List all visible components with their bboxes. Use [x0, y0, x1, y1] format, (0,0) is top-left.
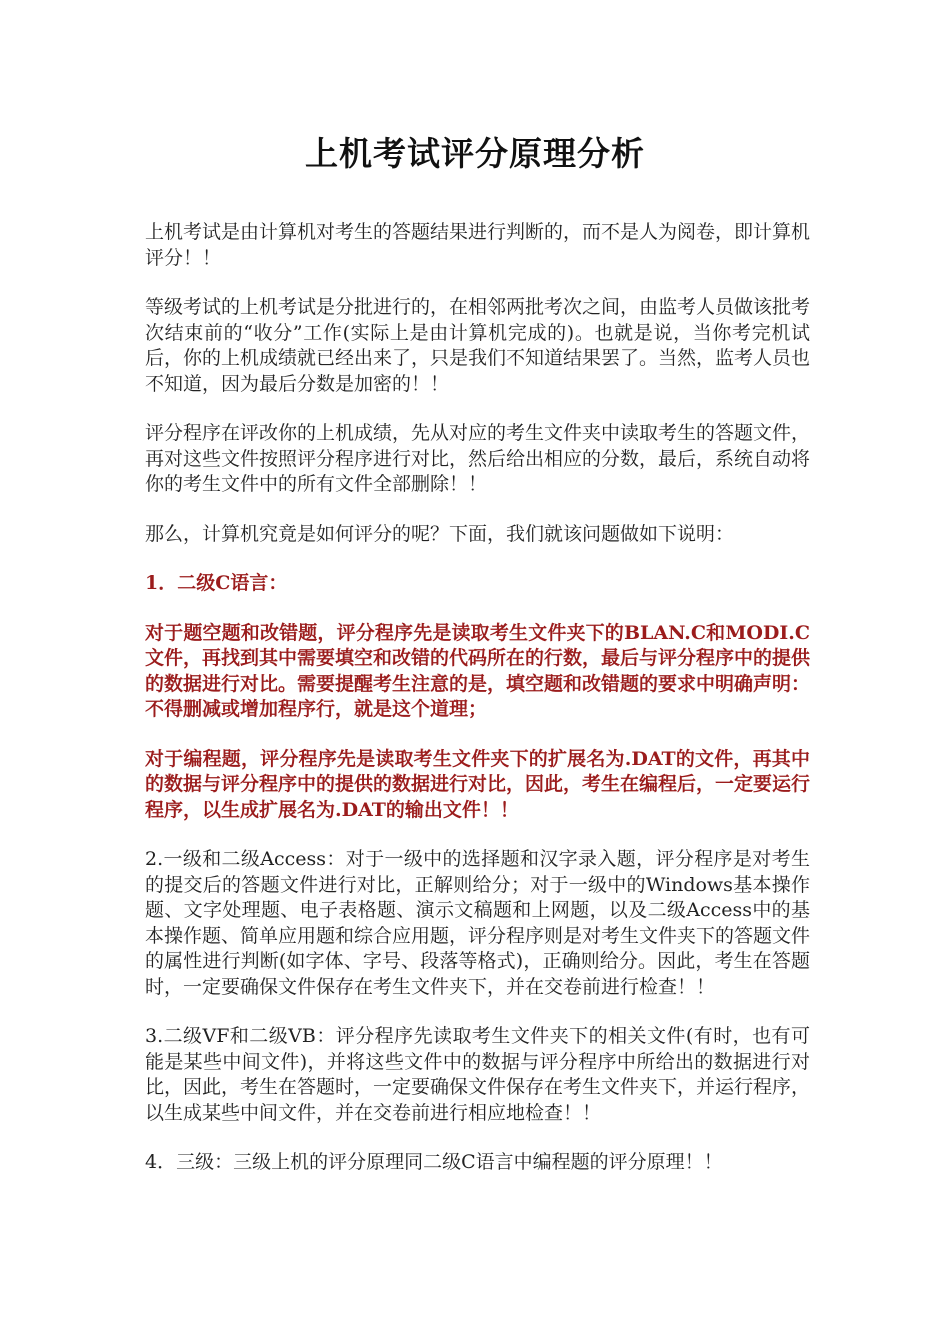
paragraph-intro: 上机考试是由计算机对考生的答题结果进行判断的，而不是人为阅卷，即计算机评分！！ — [145, 221, 811, 269]
paragraph-grading-program: 评分程序在评改你的上机成绩，先从对应的考生文件夹中读取考生的答题文件，再对这些文件按照评分程序进行对比，然后给出相应的分数，最后，系统自动将你的考生文件中的所有文件全部删除！！ — [145, 422, 811, 495]
paragraph-access: 2.一级和二级Access：对于一级中的选择题和汉字录入题，评分程序是对考生的提交后的答题文件进行对比，正解则给分；对于一级中的Windows基本操作题、文字处理题、电子表格题、演示文稿题和上网题，以及二级Access中的基本操作题、简单应用题和综合应用题，评分程序则是对考生文件夹下的答题文件的属性进行判断(如字体、字号、段落等格式)，正确则给分。因此，考生在答题时，一定要确保文件保存在考生文件夹下，并在交卷前进行检查！！ — [145, 848, 811, 998]
paragraph-level-three: 4．三级：三级上机的评分原理同二级C语言中编程题的评分原理！！ — [145, 1151, 723, 1173]
document-body — [145, 220, 810, 1200]
paragraph-batch-exam: 等级考试的上机考试是分批进行的，在相邻两批考次之间，由监考人员做该批考次结束前的“收分”工作(实际上是由计算机完成的)。也就是说，当你考完机试后，你的上机成绩就已经出来了，只是我们不知道结果罢了。当然，监考人员也不知道，因为最后分数是加密的！！ — [145, 296, 811, 395]
paragraph-c-programming: 对于编程题，评分程序先是读取考生文件夹下的扩展名为.DAT的文件，再其中的数据与评分程序中的提供的数据进行对比，因此，考生在编程后，一定要运行程序，以生成扩展名为.DAT的输出文件！！ — [145, 747, 811, 821]
paragraph-vf-vb: 3.二级VF和二级VB：评分程序先读取考生文件夹下的相关文件(有时，也有可能是某些中间文件)，并将这些文件中的数据与评分程序中所给出的数据进行对比，因此，考生在答题时，一定要确保文件保存在考生文件夹下，并运行程序，以生成某些中间文件，并在交卷前进行相应地检查！！ — [145, 1025, 811, 1124]
paragraph-explanation-lead: 那么，计算机究竟是如何评分的呢？下面，我们就该问题做如下说明： — [145, 522, 735, 545]
paragraph-c-fill-and-fix: 对于题空题和改错题，评分程序先是读取考生文件夹下的BLAN.C和MODI.C文件，再找到其中需要填空和改错的代码所在的行数，最后与评分程序中的提供的数据进行对比。需要提醒考生注意的是，填空题和改错题的要求中明确声明：不得删减或增加程序行，就是这个道理； — [145, 621, 811, 720]
document-title: 上机考试评分原理分析 — [305, 134, 645, 173]
section-heading-c-language: 1．二级C语言： — [145, 572, 288, 594]
